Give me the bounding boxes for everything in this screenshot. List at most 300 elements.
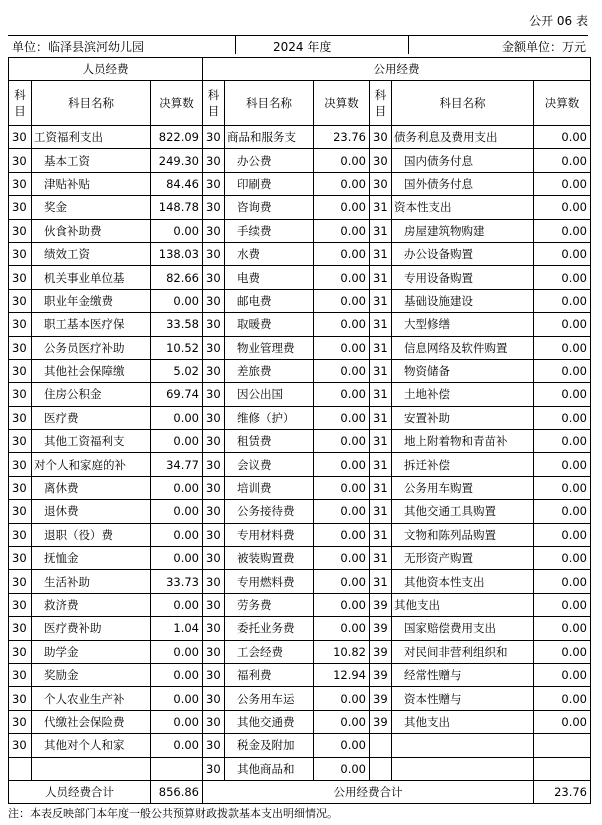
item-name-cell: 差旅费 [225, 359, 314, 382]
code-cell: 30 [9, 172, 32, 195]
amount-cell: 0.00 [314, 476, 370, 499]
item-name-cell: 伙食补助费 [32, 219, 151, 242]
item-name-cell: 因公出国 [225, 383, 314, 406]
code-cell: 30 [203, 663, 225, 686]
totals-row [9, 780, 591, 803]
code-cell: 31 [370, 570, 392, 593]
code-cell: 30 [203, 336, 225, 359]
amount-cell: 0.00 [534, 640, 591, 663]
col-name: 科目名称 [225, 81, 314, 126]
amount-cell: 0.00 [314, 617, 370, 640]
amount-cell: 0.00 [534, 242, 591, 265]
amount-cell: 0.00 [534, 266, 591, 289]
amount-cell: 5.02 [151, 359, 203, 382]
amount-cell: 0.00 [314, 289, 370, 312]
amount-cell: 0.00 [151, 640, 203, 663]
amount-cell: 148.78 [151, 196, 203, 219]
item-name-cell: 办公费 [225, 149, 314, 172]
amount-cell: 0.00 [534, 523, 591, 546]
item-name-cell: 税金及附加 [225, 734, 314, 757]
item-name-cell: 专用材料费 [225, 523, 314, 546]
code-cell: 30 [9, 266, 32, 289]
item-name-cell: 取暖费 [225, 313, 314, 336]
amount-cell: 0.00 [314, 242, 370, 265]
code-cell: 30 [9, 196, 32, 219]
amount-cell: 0.00 [534, 336, 591, 359]
public-total-label: 公用经费合计 [203, 780, 534, 803]
item-name-cell: 退休费 [32, 500, 151, 523]
amount-cell: 0.00 [314, 219, 370, 242]
amount-cell: 0.00 [534, 149, 591, 172]
item-name-cell: 文物和陈列品购置 [392, 523, 534, 546]
amount-cell: 23.76 [314, 126, 370, 149]
item-name-cell: 基础设施建设 [392, 289, 534, 312]
code-cell: 30 [9, 617, 32, 640]
unit-label: 单位：临泽县滨河幼儿园 [12, 40, 145, 54]
amount-cell: 0.00 [534, 383, 591, 406]
code-cell: 39 [370, 663, 392, 686]
table-row [9, 757, 591, 780]
table-row [9, 266, 591, 289]
code-cell: 31 [370, 406, 392, 429]
amount-cell: 0.00 [314, 266, 370, 289]
item-name-cell: 其他社会保障缴 [32, 359, 151, 382]
table-row [9, 570, 591, 593]
table-row [9, 734, 591, 757]
code-cell: 30 [9, 663, 32, 686]
amount-cell: 0.00 [151, 523, 203, 546]
amount-cell: 33.58 [151, 313, 203, 336]
item-name-cell: 工会经费 [225, 640, 314, 663]
amount-cell [534, 757, 591, 780]
amount-cell: 0.00 [151, 476, 203, 499]
code-cell: 30 [203, 149, 225, 172]
col-amount: 决算数 [314, 81, 370, 126]
amount-cell: 33.73 [151, 570, 203, 593]
code-cell: 31 [370, 430, 392, 453]
year-label: 2024 年度 [273, 40, 332, 54]
amount-cell: 0.00 [314, 500, 370, 523]
amount-cell: 0.00 [151, 710, 203, 733]
code-cell: 39 [370, 640, 392, 663]
code-cell: 30 [9, 500, 32, 523]
code-cell: 31 [370, 242, 392, 265]
item-name-cell: 其他支出 [392, 593, 534, 616]
amount-cell: 0.00 [151, 734, 203, 757]
code-cell: 30 [203, 617, 225, 640]
code-cell: 30 [203, 196, 225, 219]
table-row [9, 313, 591, 336]
table-row [9, 617, 591, 640]
table-row [9, 547, 591, 570]
code-cell: 30 [9, 430, 32, 453]
code-cell: 30 [9, 570, 32, 593]
table-row [9, 640, 591, 663]
section-personnel: 人员经费 [9, 58, 203, 81]
item-name-cell: 公务员医疗补助 [32, 336, 151, 359]
amount-cell: 0.00 [534, 663, 591, 686]
amount-cell: 10.52 [151, 336, 203, 359]
col-name: 科目名称 [32, 81, 151, 126]
item-name-cell: 劳务费 [225, 593, 314, 616]
item-name-cell: 医疗费补助 [32, 617, 151, 640]
item-name-cell: 福利费 [225, 663, 314, 686]
amount-cell: 0.00 [151, 500, 203, 523]
amount-cell: 0.00 [534, 406, 591, 429]
table-row [9, 687, 591, 710]
code-cell: 30 [9, 383, 32, 406]
code-cell: 30 [9, 313, 32, 336]
item-name-cell: 培训费 [225, 476, 314, 499]
code-cell: 31 [370, 219, 392, 242]
code-cell: 31 [370, 547, 392, 570]
amount-cell: 0.00 [534, 453, 591, 476]
item-name-cell: 大型修缮 [392, 313, 534, 336]
amount-cell: 0.00 [151, 289, 203, 312]
item-name-cell [392, 757, 534, 780]
item-name-cell: 印刷费 [225, 172, 314, 195]
amount-cell: 0.00 [534, 687, 591, 710]
amount-cell: 0.00 [314, 593, 370, 616]
item-name-cell: 商品和服务支 [225, 126, 314, 149]
item-name-cell: 工资福利支出 [32, 126, 151, 149]
item-name-cell: 职工基本医疗保 [32, 313, 151, 336]
code-cell: 30 [370, 126, 392, 149]
col-amount: 决算数 [151, 81, 203, 126]
code-cell [370, 757, 392, 780]
header-divider [235, 36, 236, 54]
item-name-cell: 公务接待费 [225, 500, 314, 523]
item-name-cell: 委托业务费 [225, 617, 314, 640]
code-cell: 30 [9, 336, 32, 359]
amount-cell: 0.00 [314, 757, 370, 780]
table-row [9, 242, 591, 265]
amount-cell: 0.00 [534, 547, 591, 570]
amount-cell [534, 734, 591, 757]
code-cell: 30 [370, 172, 392, 195]
item-name-cell: 医疗费 [32, 406, 151, 429]
code-cell: 30 [203, 500, 225, 523]
code-cell: 30 [203, 289, 225, 312]
item-name-cell: 安置补助 [392, 406, 534, 429]
amount-cell: 0.00 [314, 196, 370, 219]
amount-cell: 138.03 [151, 242, 203, 265]
table-row [9, 289, 591, 312]
table-row [9, 336, 591, 359]
amount-cell: 12.94 [314, 663, 370, 686]
item-name-cell: 地上附着物和青苗补 [392, 430, 534, 453]
amount-cell: 0.00 [534, 617, 591, 640]
item-name-cell: 被装购置费 [225, 547, 314, 570]
amount-cell: 0.00 [534, 359, 591, 382]
amount-cell: 0.00 [534, 219, 591, 242]
item-name-cell: 生活补助 [32, 570, 151, 593]
amount-unit-label: 金额单位：万元 [501, 40, 586, 54]
amount-cell: 0.00 [314, 523, 370, 546]
amount-cell: 0.00 [151, 593, 203, 616]
item-name-cell: 对个人和家庭的补 [32, 453, 151, 476]
code-cell: 30 [203, 126, 225, 149]
item-name-cell: 津贴补贴 [32, 172, 151, 195]
code-cell: 30 [203, 687, 225, 710]
table-row [9, 663, 591, 686]
personnel-total-label: 人员经费合计 [9, 780, 151, 803]
item-name-cell: 代缴社会保险费 [32, 710, 151, 733]
amount-cell: 0.00 [534, 289, 591, 312]
amount-cell: 0.00 [151, 687, 203, 710]
table-row [9, 453, 591, 476]
code-cell: 31 [370, 453, 392, 476]
item-name-cell: 其他支出 [392, 710, 534, 733]
header-divider [408, 36, 409, 54]
col-amount: 决算数 [534, 81, 591, 126]
table-row [9, 476, 591, 499]
amount-cell: 0.00 [534, 313, 591, 336]
item-name-cell: 拆迁补偿 [392, 453, 534, 476]
amount-cell: 82.66 [151, 266, 203, 289]
item-name-cell: 其他交通工具购置 [392, 500, 534, 523]
table-row [9, 126, 591, 149]
amount-cell: 0.00 [314, 359, 370, 382]
amount-cell: 0.00 [314, 406, 370, 429]
item-name-cell: 房屋建筑物购建 [392, 219, 534, 242]
section-header-row [9, 58, 591, 81]
table-header-row [8, 35, 588, 54]
code-cell: 30 [9, 289, 32, 312]
code-cell: 30 [203, 172, 225, 195]
table-row [9, 196, 591, 219]
item-name-cell: 国家赔偿费用支出 [392, 617, 534, 640]
amount-cell: 0.00 [314, 547, 370, 570]
item-name-cell: 助学金 [32, 640, 151, 663]
item-name-cell: 办公设备购置 [392, 242, 534, 265]
amount-cell: 0.00 [534, 500, 591, 523]
item-name-cell: 国外债务付息 [392, 172, 534, 195]
code-cell: 30 [9, 126, 32, 149]
item-name-cell: 其他资本性支出 [392, 570, 534, 593]
item-name-cell: 公务用车购置 [392, 476, 534, 499]
table-row [9, 500, 591, 523]
code-cell: 30 [9, 219, 32, 242]
table-row [9, 710, 591, 733]
code-cell: 31 [370, 196, 392, 219]
code-cell: 31 [370, 313, 392, 336]
item-name-cell: 其他对个人和家 [32, 734, 151, 757]
item-name-cell: 基本工资 [32, 149, 151, 172]
code-cell: 30 [203, 219, 225, 242]
code-cell: 30 [9, 593, 32, 616]
code-cell: 30 [9, 453, 32, 476]
item-name-cell: 退职（役）费 [32, 523, 151, 546]
item-name-cell: 绩效工资 [32, 242, 151, 265]
code-cell: 31 [370, 289, 392, 312]
code-cell: 30 [9, 734, 32, 757]
code-cell: 30 [203, 313, 225, 336]
code-cell: 31 [370, 523, 392, 546]
amount-cell: 0.00 [151, 547, 203, 570]
code-cell: 30 [9, 359, 32, 382]
code-cell: 31 [370, 359, 392, 382]
item-name-cell: 维修（护） [225, 406, 314, 429]
item-name-cell: 租赁费 [225, 430, 314, 453]
amount-cell: 34.77 [151, 453, 203, 476]
table-row [9, 430, 591, 453]
amount-cell: 0.00 [314, 687, 370, 710]
item-name-cell: 对民间非营利组织和 [392, 640, 534, 663]
amount-cell: 0.00 [314, 710, 370, 733]
item-name-cell: 其他交通费 [225, 710, 314, 733]
code-cell: 30 [203, 757, 225, 780]
code-cell: 30 [203, 593, 225, 616]
code-cell: 31 [370, 500, 392, 523]
code-cell: 30 [203, 734, 225, 757]
item-name-cell: 奖励金 [32, 663, 151, 686]
item-name-cell: 手续费 [225, 219, 314, 242]
code-cell: 30 [203, 266, 225, 289]
amount-cell: 0.00 [534, 593, 591, 616]
amount-cell: 0.00 [314, 430, 370, 453]
amount-cell: 0.00 [534, 476, 591, 499]
amount-cell: 0.00 [314, 149, 370, 172]
table-row [9, 523, 591, 546]
item-name-cell [392, 734, 534, 757]
col-code: 科目 [203, 81, 225, 126]
code-cell: 30 [203, 242, 225, 265]
item-name-cell: 机关事业单位基 [32, 266, 151, 289]
code-cell: 30 [203, 710, 225, 733]
public-total-value: 23.76 [534, 780, 591, 803]
item-name-cell: 奖金 [32, 196, 151, 219]
table-row [9, 359, 591, 382]
table-code: 公开 06 表 [529, 14, 588, 28]
code-cell: 31 [370, 476, 392, 499]
item-name-cell: 专用设备购置 [392, 266, 534, 289]
code-cell: 30 [203, 359, 225, 382]
code-cell: 39 [370, 617, 392, 640]
table-row [9, 219, 591, 242]
amount-cell: 0.00 [151, 406, 203, 429]
item-name-cell: 会议费 [225, 453, 314, 476]
amount-cell: 0.00 [151, 430, 203, 453]
item-name-cell: 土地补偿 [392, 383, 534, 406]
item-name-cell: 经常性赠与 [392, 663, 534, 686]
amount-cell: 0.00 [534, 570, 591, 593]
amount-cell: 0.00 [151, 219, 203, 242]
code-cell: 30 [203, 640, 225, 663]
code-cell: 31 [370, 336, 392, 359]
code-cell: 30 [9, 687, 32, 710]
amount-cell: 0.00 [314, 313, 370, 336]
amount-cell: 0.00 [534, 430, 591, 453]
item-name-cell: 物资储备 [392, 359, 534, 382]
code-cell: 30 [203, 523, 225, 546]
col-code: 科目 [370, 81, 392, 126]
item-name-cell: 个人农业生产补 [32, 687, 151, 710]
amount-cell: 69.74 [151, 383, 203, 406]
code-cell: 30 [9, 242, 32, 265]
item-name-cell: 专用燃料费 [225, 570, 314, 593]
item-name-cell: 物业管理费 [225, 336, 314, 359]
footnote: 注：本表反映部门本年度一般公共预算财政拨款基本支出明细情况。 [8, 807, 338, 820]
item-name-cell: 咨询费 [225, 196, 314, 219]
amount-cell [151, 757, 203, 780]
item-name-cell: 债务利息及费用支出 [392, 126, 534, 149]
code-cell: 30 [9, 476, 32, 499]
item-name-cell: 抚恤金 [32, 547, 151, 570]
amount-cell: 0.00 [534, 172, 591, 195]
item-name-cell: 资本性赠与 [392, 687, 534, 710]
item-name-cell: 国内债务付息 [392, 149, 534, 172]
code-cell: 30 [9, 523, 32, 546]
item-name-cell: 公务用车运 [225, 687, 314, 710]
code-cell: 30 [9, 406, 32, 429]
item-name-cell: 职业年金缴费 [32, 289, 151, 312]
code-cell: 30 [203, 570, 225, 593]
personnel-total-value: 856.86 [151, 780, 203, 803]
column-header-row [9, 81, 591, 126]
amount-cell: 0.00 [314, 453, 370, 476]
code-cell: 30 [203, 476, 225, 499]
code-cell: 39 [370, 593, 392, 616]
amount-cell: 822.09 [151, 126, 203, 149]
code-cell: 30 [9, 710, 32, 733]
amount-cell: 0.00 [314, 734, 370, 757]
code-cell: 30 [203, 453, 225, 476]
amount-cell: 0.00 [314, 336, 370, 359]
amount-cell: 0.00 [314, 383, 370, 406]
amount-cell: 1.04 [151, 617, 203, 640]
amount-cell: 0.00 [151, 663, 203, 686]
item-name-cell: 邮电费 [225, 289, 314, 312]
item-name-cell [32, 757, 151, 780]
table-row [9, 406, 591, 429]
item-name-cell: 资本性支出 [392, 196, 534, 219]
code-cell: 30 [203, 406, 225, 429]
amount-cell: 84.46 [151, 172, 203, 195]
amount-cell: 0.00 [314, 570, 370, 593]
table-row [9, 149, 591, 172]
code-cell: 39 [370, 687, 392, 710]
item-name-cell: 离休费 [32, 476, 151, 499]
code-cell: 30 [203, 383, 225, 406]
amount-cell: 10.82 [314, 640, 370, 663]
code-cell: 31 [370, 383, 392, 406]
amount-cell: 249.30 [151, 149, 203, 172]
item-name-cell: 救济费 [32, 593, 151, 616]
code-cell: 30 [9, 640, 32, 663]
expenditure-table [8, 57, 591, 804]
item-name-cell: 信息网络及软件购置 [392, 336, 534, 359]
code-cell: 31 [370, 266, 392, 289]
item-name-cell: 水费 [225, 242, 314, 265]
table-row [9, 172, 591, 195]
amount-cell: 0.00 [534, 126, 591, 149]
code-cell [9, 757, 32, 780]
item-name-cell: 其他商品和 [225, 757, 314, 780]
code-cell: 30 [370, 149, 392, 172]
code-cell [370, 734, 392, 757]
code-cell: 30 [203, 547, 225, 570]
code-cell: 30 [9, 547, 32, 570]
code-cell: 30 [203, 430, 225, 453]
item-name-cell: 住房公积金 [32, 383, 151, 406]
item-name-cell: 无形资产购置 [392, 547, 534, 570]
amount-cell: 0.00 [534, 710, 591, 733]
item-name-cell: 其他工资福利支 [32, 430, 151, 453]
col-name: 科目名称 [392, 81, 534, 126]
table-row [9, 383, 591, 406]
table-row [9, 593, 591, 616]
